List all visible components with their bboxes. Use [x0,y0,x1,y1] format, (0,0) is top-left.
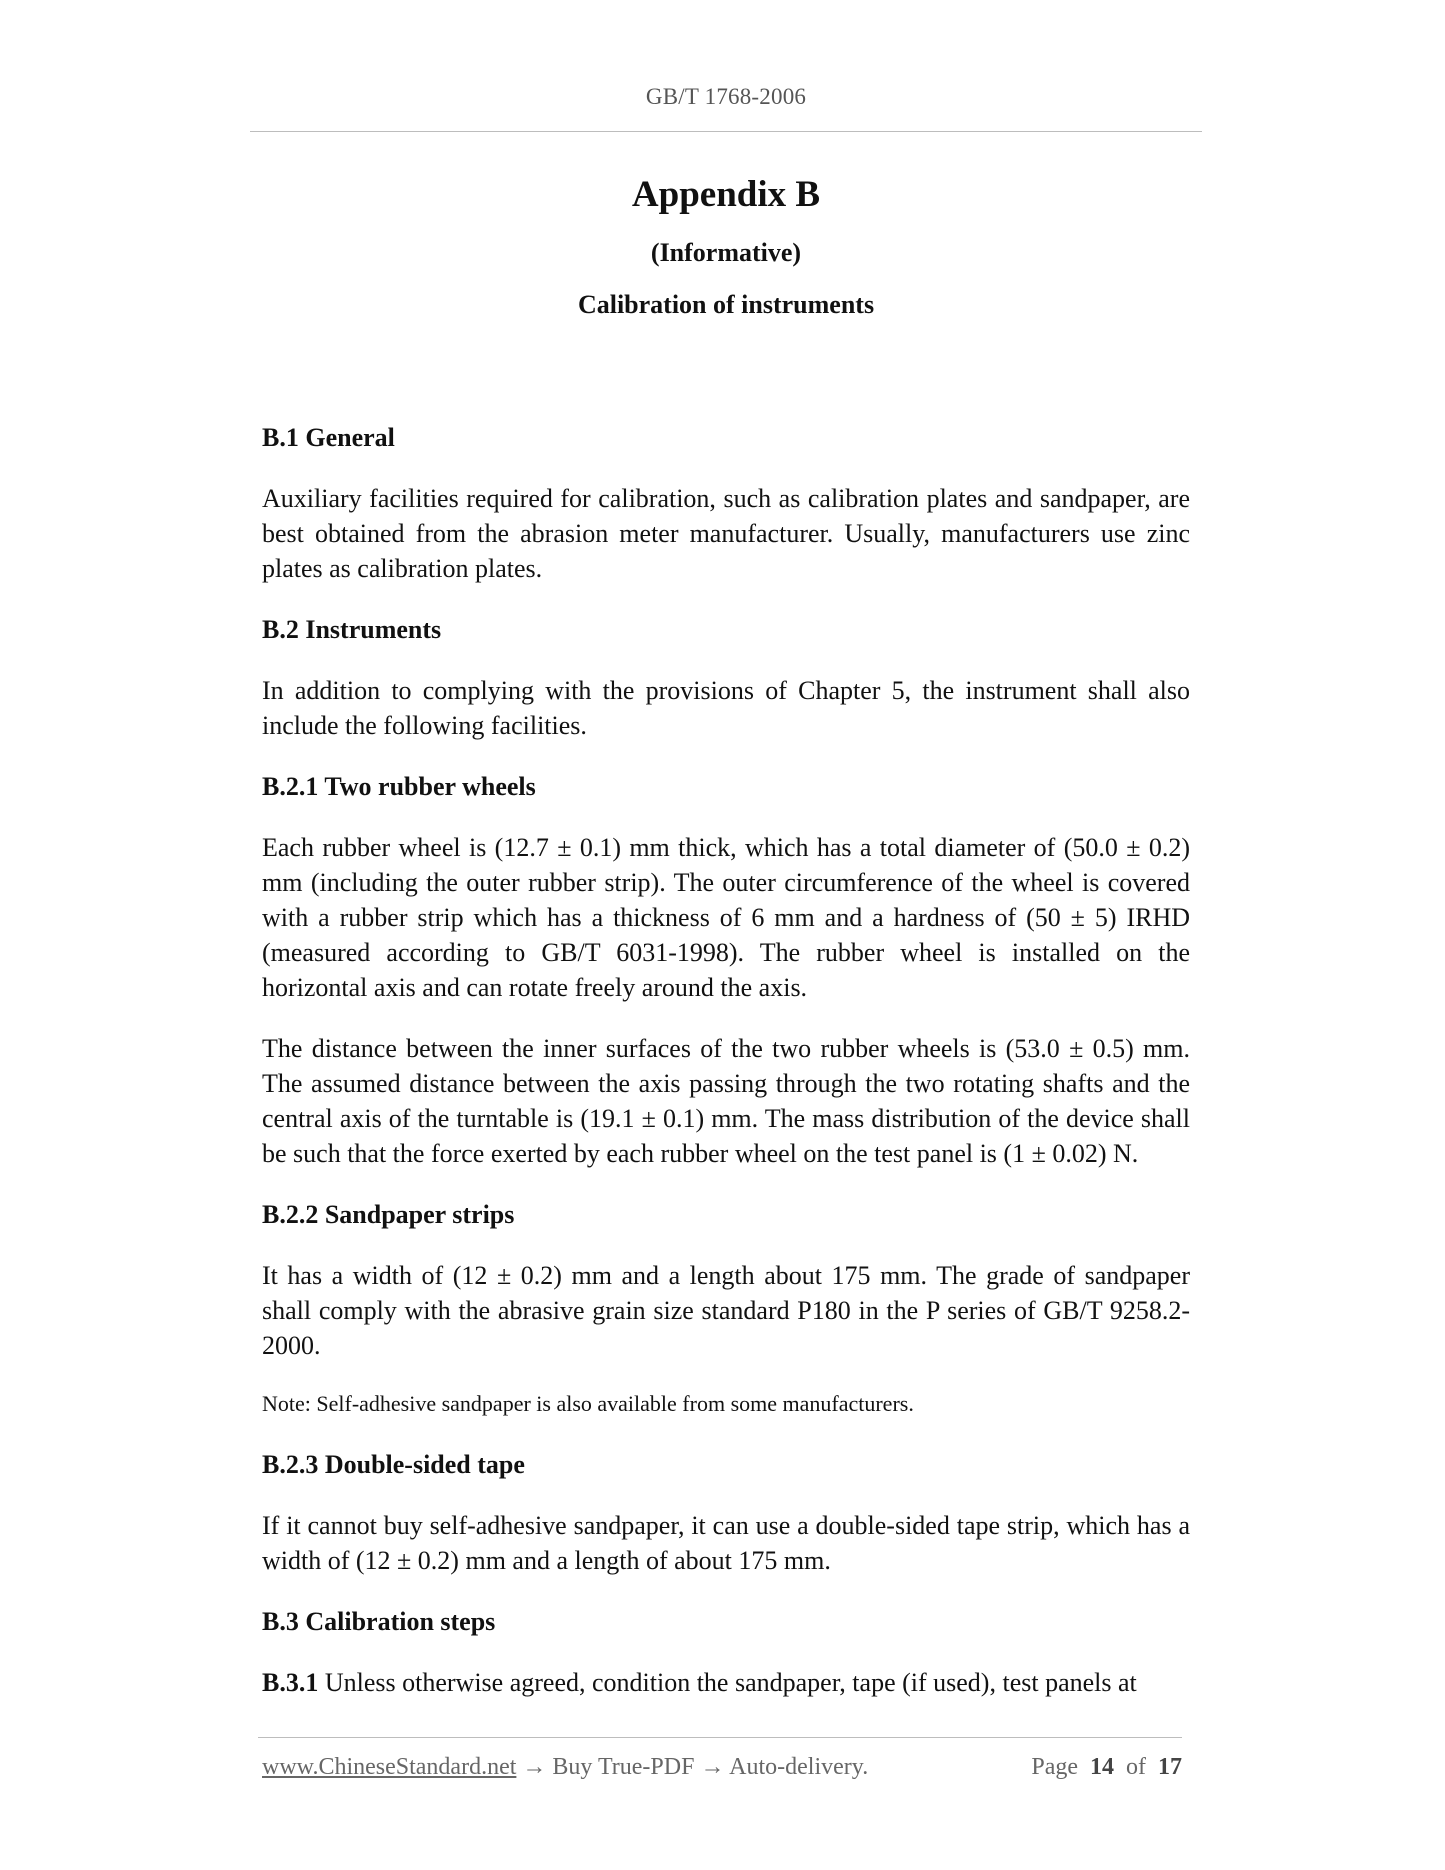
appendix-title-block [250,170,1202,324]
paragraph-b1: Auxiliary facilities required for calibration, such as calibration plates and sandpaper, are best obtained from the abrasion meter manufacturer. Usually, manufacturers use zinc plates as calibration plates. [262,484,1190,583]
section-heading-b23: B.2.3 Double-sided tape [262,1450,525,1479]
chinesestandard-link[interactable]: www.ChineseStandard.net [262,1754,517,1780]
footer-promo [262,1754,868,1781]
paragraph-b23: If it cannot buy self-adhesive sandpaper, it can use a double-sided tape strip, which has a width of (12 ± 0.2) mm and a length of about 175 mm. [262,1511,1190,1575]
page-number: 14 [1090,1754,1114,1780]
running-header: GB/T 1768-2006 [645,84,807,109]
section-heading-b3: B.3 Calibration steps [262,1607,496,1636]
paragraph-b21-1: Each rubber wheel is (12.7 ± 0.1) mm thick, which has a total diameter of (50.0 ± 0.2) mm (including the outer rubber strip). The outer circumference of the wheel is covered with a rubber strip which has a thickness of 6 mm and a hardness of (50 ± 5) IRHD (measured according to GB/T 6031-1998). The rubber wheel is installed on the horizontal axis and can rotate freely around the axis. [262,833,1190,1002]
paragraph-b2: In addition to complying with the provisions of Chapter 5, the instrument shall also include the following facilities. [262,676,1190,740]
note-b22: Note: Self-adhesive sandpaper is also available from some manufacturers. [262,1391,914,1416]
section-heading-b21: B.2.1 Two rubber wheels [262,772,536,801]
appendix-heading: Calibration of instruments [577,290,875,319]
paragraph-b21-2: The distance between the inner surfaces of the two rubber wheels is (53.0 ± 0.5) mm. The assumed distance between the axis passing through the two rotating shafts and the central axis of the turntable is (19.1 ± 0.1) mm. The mass distribution of the device shall be such that the force exerted by each rubber wheel on the test panel is (1 ± 0.02) N. [262,1034,1190,1168]
auto-delivery-text: Auto-delivery. [729,1754,869,1780]
appendix-informative-label: (Informative) [650,238,802,267]
page-counter [1031,1754,1182,1781]
section-heading-b22: B.2.2 Sandpaper strips [262,1200,515,1229]
clause-text-b31: Unless otherwise agreed, condition the sandpaper, tape (if used), test panels at [318,1668,1137,1697]
footer-divider [258,1737,1182,1738]
buy-pdf-text: Buy True-PDF [552,1754,695,1780]
page-label: Page [1031,1754,1078,1780]
arrow-icon: → [516,1754,553,1780]
paragraph-b22: It has a width of (12 ± 0.2) mm and a length about 175 mm. The grade of sandpaper shall comply with the abrasive grain size standard P180 in the P series of GB/T 9258.2-2000. [262,1261,1190,1360]
header-divider [250,131,1202,132]
section-heading-b2: B.2 Instruments [262,615,442,644]
arrow-icon: → [694,1754,730,1780]
page-total: 17 [1158,1754,1182,1780]
paragraph-b31 [262,1665,1190,1700]
page-footer [262,1754,1182,1781]
section-heading-b1: B.1 General [262,423,395,452]
document-body [262,420,1190,1726]
of-label: of [1126,1754,1146,1780]
clause-label-b31: B.3.1 [262,1668,319,1697]
appendix-title: Appendix B [631,174,821,215]
